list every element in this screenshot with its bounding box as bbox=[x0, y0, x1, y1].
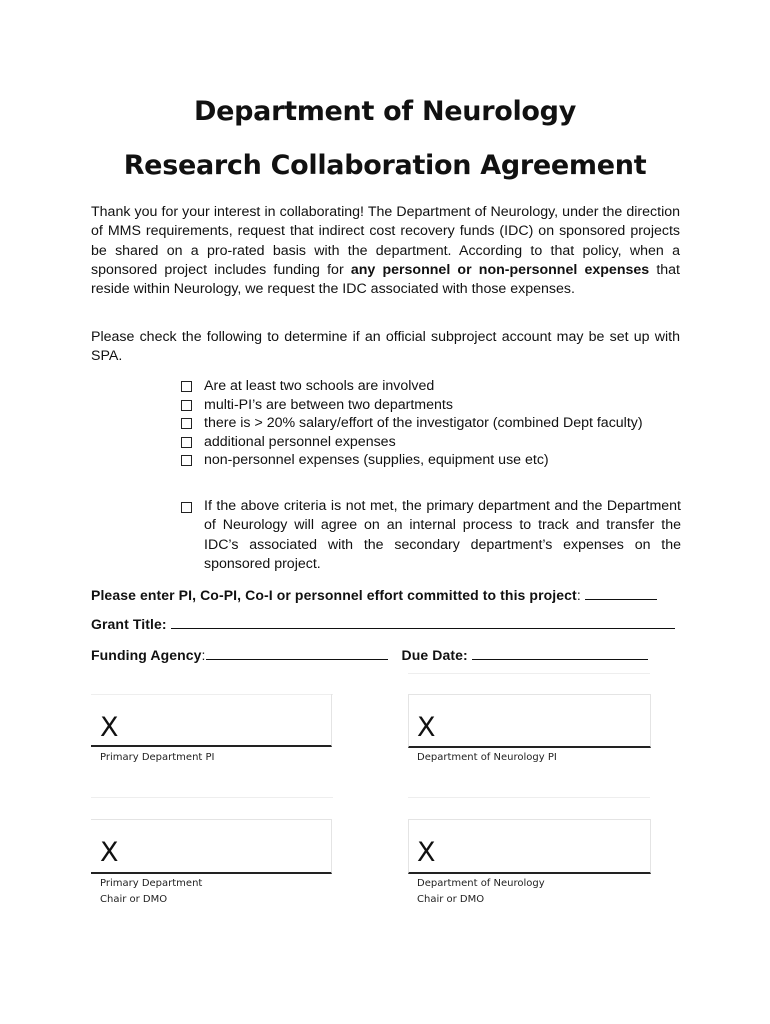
primary-pi-signature-field[interactable] bbox=[91, 694, 332, 747]
primary-chair-label-line2: Chair or DMO bbox=[100, 893, 168, 905]
alternate-criteria-item bbox=[181, 497, 681, 574]
funding-agency-colon: : bbox=[201, 647, 206, 663]
agency-date-row bbox=[91, 645, 648, 663]
checklist-item-label: multi-PI’s are between two departments bbox=[204, 396, 453, 413]
primary-chair-signature-field[interactable] bbox=[91, 819, 332, 874]
checklist-item bbox=[181, 414, 681, 433]
intro-text-1: Thank you for your interest in collaborating! The Department of Neurology, under the direction of MMS requirements, request that indirect cost recovery funds (IDC) on sponsored projects be shared on a pro-rated basis with the department. According to that policy, when a sponsored project includes funding for bbox=[91, 204, 680, 278]
effort-field-row bbox=[91, 585, 657, 603]
checklist-item-label: there is > 20% salary/effort of the investigator (combined Dept faculty) bbox=[204, 415, 643, 431]
checklist-item bbox=[181, 451, 681, 470]
intro-bold-text: any personnel or non-personnel expenses bbox=[350, 261, 650, 278]
checklist-item bbox=[181, 433, 681, 452]
due-date-label: Due Date: bbox=[401, 647, 468, 663]
neurology-chair-signature-field[interactable] bbox=[408, 819, 651, 874]
signature-mark: X bbox=[417, 712, 436, 743]
neurology-pi-label: Department of Neurology PI bbox=[417, 752, 557, 763]
department-title: Department of Neurology bbox=[194, 96, 576, 127]
funding-agency-label: Funding Agency bbox=[91, 647, 202, 663]
funding-agency-input-line[interactable] bbox=[206, 645, 388, 660]
grant-title-row bbox=[91, 614, 675, 632]
checklist-item-label: Are at least two schools are involved bbox=[204, 378, 435, 394]
checklist-item bbox=[181, 396, 681, 415]
due-date-input-line[interactable] bbox=[472, 645, 648, 660]
primary-chair-label bbox=[100, 876, 202, 907]
neurology-chair-label-line1: Department of Neurology bbox=[417, 878, 545, 889]
separator-line bbox=[408, 797, 650, 798]
alternate-criteria-checkbox[interactable] bbox=[181, 502, 192, 513]
checkbox[interactable] bbox=[181, 400, 192, 411]
primary-pi-label: Primary Department PI bbox=[100, 752, 215, 763]
intro-paragraph bbox=[91, 203, 680, 299]
checklist-item-label: non-personnel expenses (supplies, equipment use etc) bbox=[204, 452, 549, 468]
instruction-paragraph: Please check the following to determine if an official subproject account may be set up with SPA. bbox=[91, 329, 680, 365]
signature-mark: X bbox=[100, 712, 119, 743]
criteria-checklist bbox=[181, 377, 681, 470]
checklist-item-label: additional personnel expenses bbox=[204, 433, 396, 450]
alternate-criteria-text: If the above criteria is not met, the primary department and the Department of Neurology will agree on an internal process to track and transfer the IDC’s associated with the secondary department’s expenses on the sponsored project. bbox=[204, 498, 681, 572]
neurology-chair-label bbox=[417, 876, 545, 907]
effort-label: Please enter PI, Co-PI, Co-I or personnel effort committed to this project bbox=[91, 587, 577, 603]
checkbox[interactable] bbox=[181, 418, 192, 429]
effort-input-line[interactable] bbox=[585, 585, 657, 600]
checkbox[interactable] bbox=[181, 437, 192, 448]
neurology-chair-label-line2: Chair or DMO bbox=[417, 893, 485, 905]
checkbox[interactable] bbox=[181, 455, 192, 466]
checkbox[interactable] bbox=[181, 381, 192, 392]
separator-line bbox=[408, 673, 650, 674]
signature-mark: X bbox=[417, 837, 436, 868]
grant-title-label: Grant Title: bbox=[91, 616, 167, 632]
effort-colon: : bbox=[576, 587, 581, 603]
primary-chair-label-line1: Primary Department bbox=[100, 878, 203, 889]
signature-mark: X bbox=[100, 837, 119, 868]
agreement-title: Research Collaboration Agreement bbox=[123, 150, 647, 181]
intro-text-2: that reside within Neurology, we request the IDC associated with those expenses. bbox=[91, 261, 680, 298]
grant-title-input-line[interactable] bbox=[171, 614, 675, 629]
separator-line bbox=[91, 797, 333, 798]
checklist-item bbox=[181, 377, 681, 396]
neurology-pi-signature-field[interactable] bbox=[408, 694, 651, 748]
